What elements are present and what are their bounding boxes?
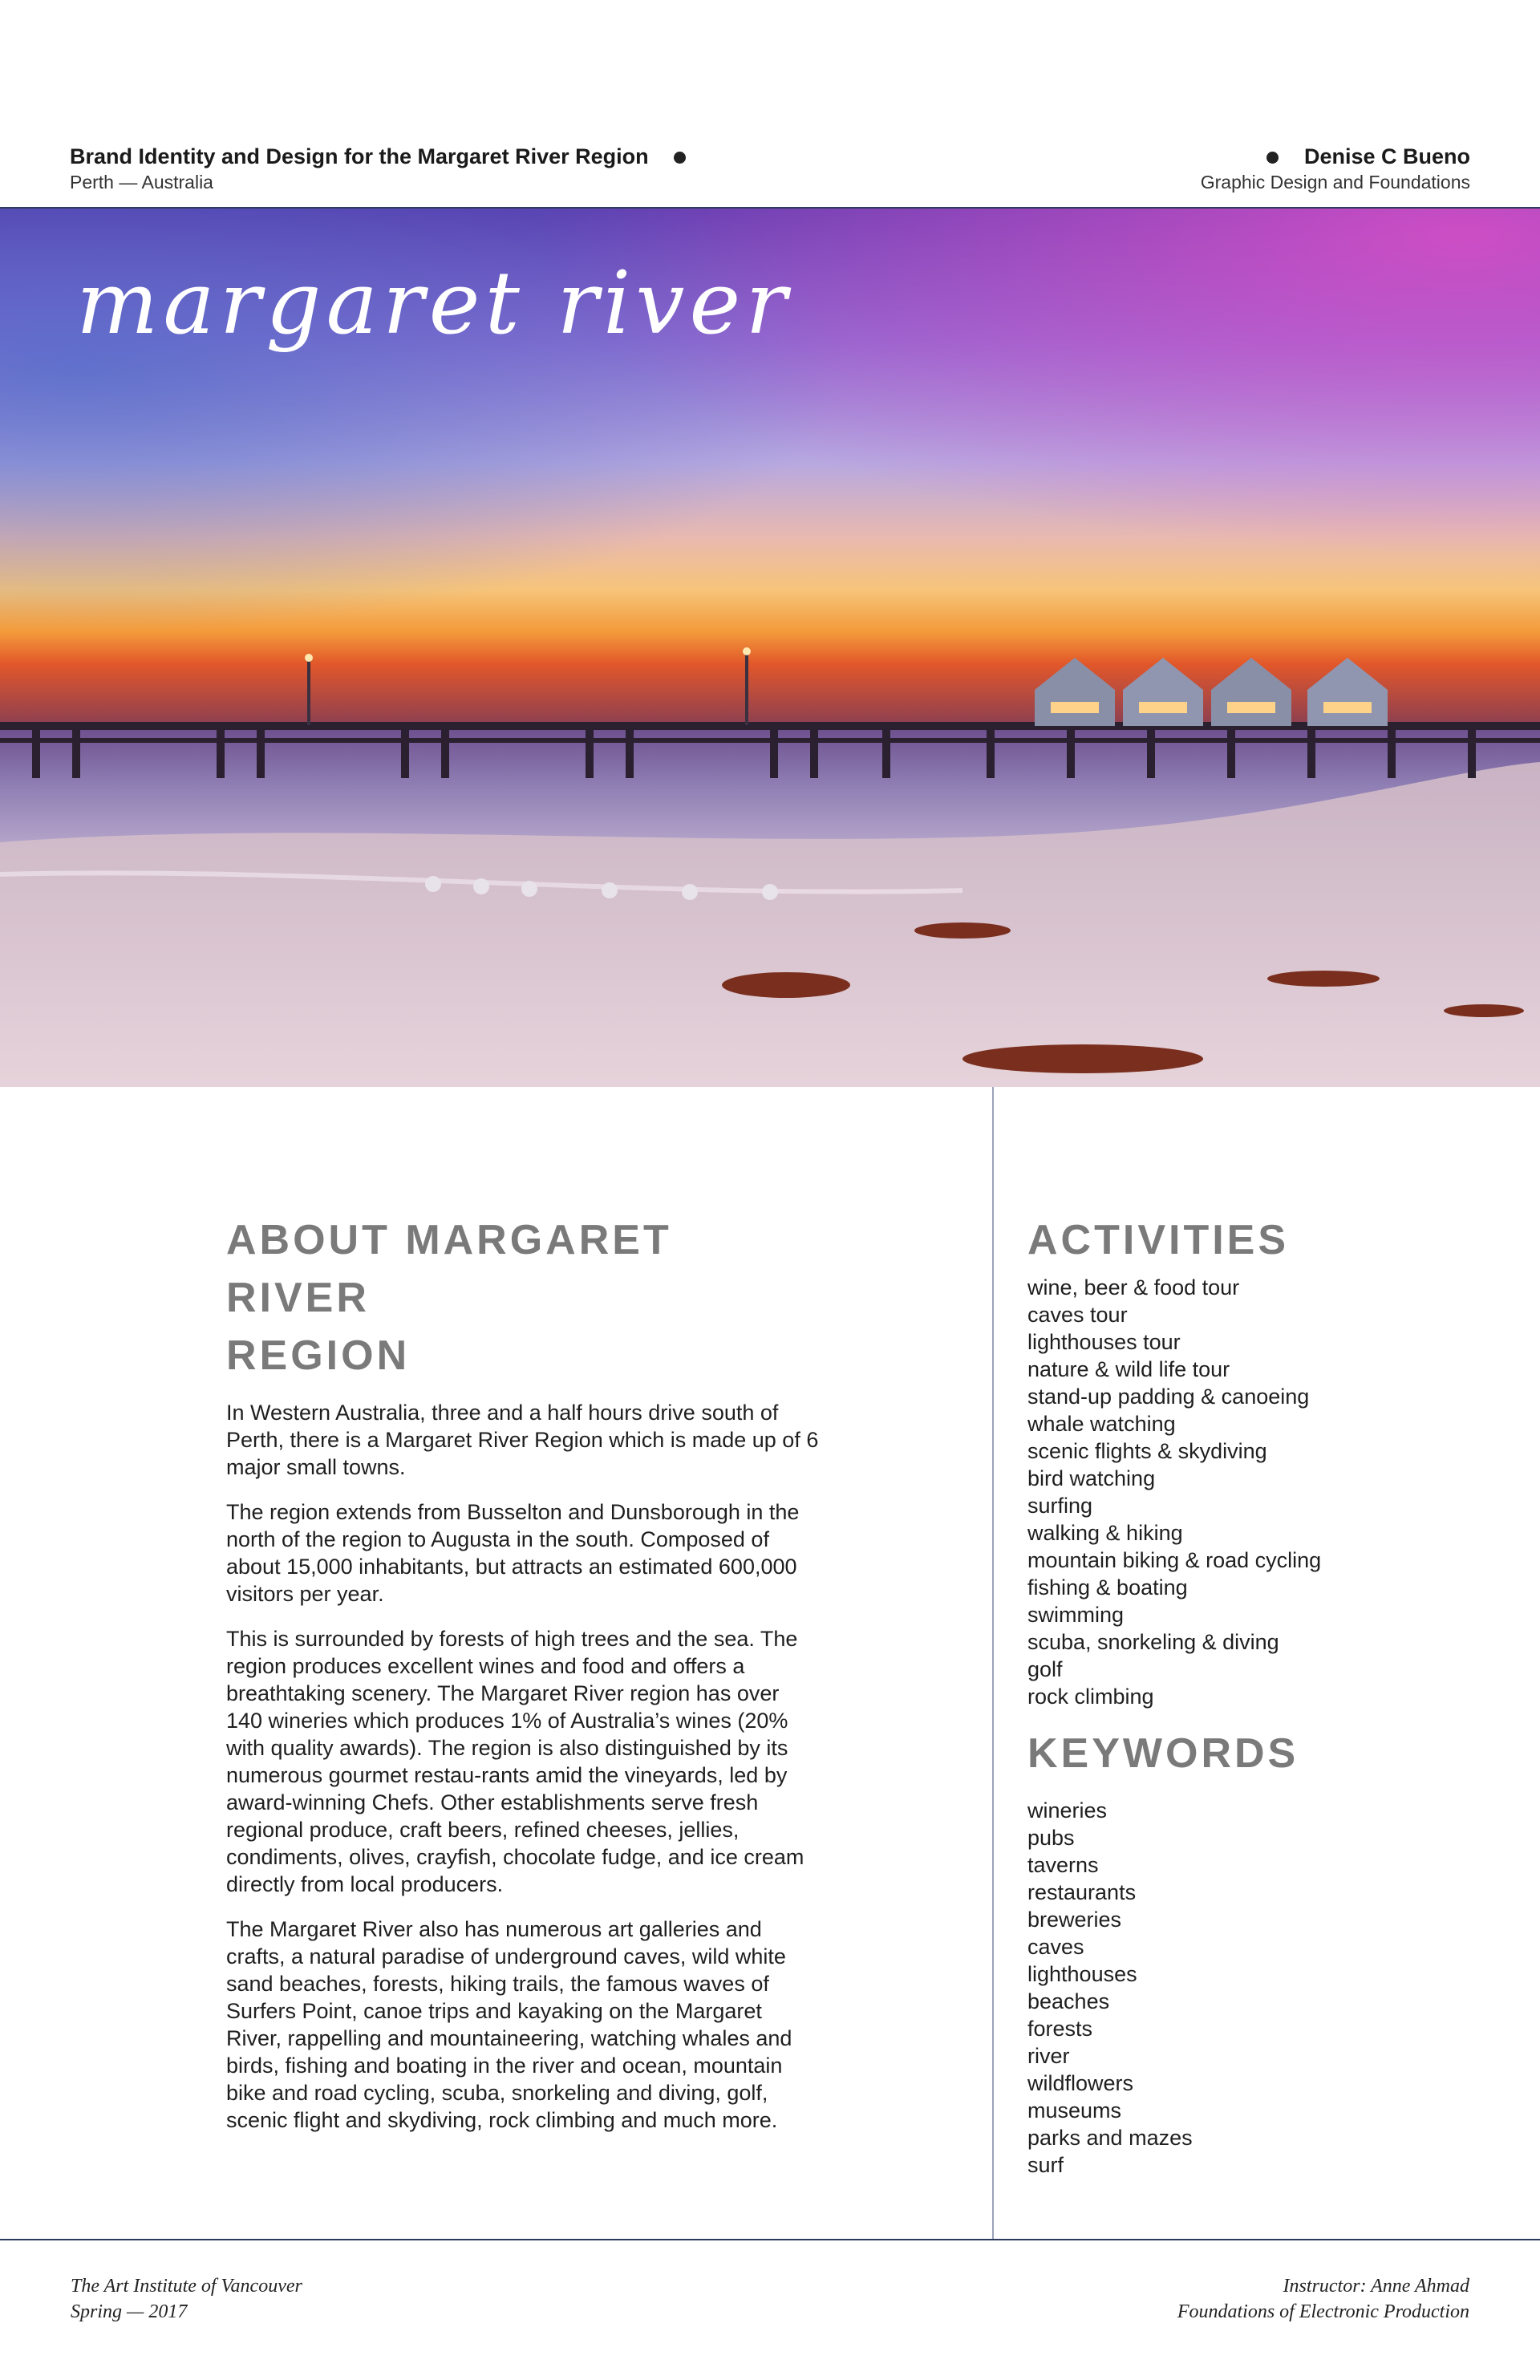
project-location: Perth — Australia	[70, 172, 213, 193]
list-item: scuba, snorkeling & diving	[1027, 1630, 1279, 1654]
activities-heading: ACTIVITIES	[1027, 1217, 1290, 1263]
list-item: surfing	[1027, 1494, 1093, 1518]
class-name: Foundations of Electronic Production	[1177, 2301, 1469, 2322]
course-name: Graphic Design and Foundations	[1200, 172, 1470, 193]
about-paragraph: The region extends from Busselton and Dunsborough in the north of the region to Augusta in the south. Composed of about 15,000 inhabitants, but attracts an estimated 600,000 visitors per year.	[226, 1500, 800, 1606]
list-item: whale watching	[1027, 1412, 1176, 1436]
list-item: walking & hiking	[1027, 1521, 1183, 1545]
list-item: forests	[1027, 2017, 1093, 2041]
list-item: caves tour	[1027, 1303, 1128, 1327]
header-left	[70, 143, 686, 194]
column-divider	[992, 1087, 994, 2239]
hero-image	[0, 209, 1540, 1087]
instructor: Instructor: Anne Ahmad	[1283, 2276, 1469, 2297]
list-item: bird watching	[1027, 1466, 1156, 1490]
list-item: lighthouses tour	[1027, 1330, 1181, 1354]
list-item: nature & wild life tour	[1027, 1357, 1230, 1381]
school-name: The Art Institute of Vancouver	[71, 2276, 302, 2297]
author-name: Denise C Bueno	[1303, 144, 1470, 168]
term: Spring — 2017	[71, 2301, 188, 2322]
list-item: beaches	[1027, 1989, 1110, 2013]
list-item: mountain biking & road cycling	[1027, 1548, 1322, 1572]
hero-script-title: margaret river	[76, 253, 792, 354]
list-item: river	[1027, 2044, 1070, 2068]
list-item: stand-up padding & canoeing	[1027, 1385, 1310, 1409]
bullet-dot-icon	[1266, 152, 1279, 164]
about-paragraph: The Margaret River also has numerous art galleries and crafts, a natural paradise of underground caves, wild white sand beaches, forests, hiking trails, the famous waves of Surfers Point, canoe trips and kayaking on the Margaret River, rappelling and mountaineering, watching whales and birds, fishing and boating in the river and ocean, mountain bike and road cycling, scuba, snorkeling and diving, golf, scenic flight and skydiving, rock climbing and much more.	[226, 1917, 792, 2132]
footer-left	[71, 2273, 302, 2325]
list-item: caves	[1027, 1935, 1084, 1959]
list-item: museums	[1027, 2098, 1122, 2123]
list-item: wineries	[1027, 1798, 1108, 1823]
right-column	[1027, 1211, 1477, 2179]
keywords-list	[1027, 1797, 1477, 2179]
bullet-dot-icon	[674, 152, 686, 164]
list-item: pubs	[1027, 1826, 1075, 1850]
list-item: breweries	[1027, 1908, 1122, 1932]
list-item: lighthouses	[1027, 1962, 1137, 1986]
list-item: fishing & boating	[1027, 1575, 1188, 1600]
about-paragraph: In Western Australia, three and a half hours drive south of Perth, there is a Margaret River Region which is made up of 6 major small towns.	[226, 1401, 819, 1479]
footer-right	[1177, 2273, 1469, 2325]
list-item: parks and mazes	[1027, 2126, 1193, 2150]
list-item: wildflowers	[1027, 2071, 1134, 2095]
list-item: scenic flights & skydiving	[1027, 1439, 1267, 1463]
activities-list	[1027, 1274, 1477, 1710]
list-item: surf	[1027, 2153, 1064, 2177]
bottom-rule	[0, 2239, 1540, 2240]
about-paragraph: This is surrounded by forests of high trees and the sea. The region produces excellent wines and food and offers a breathtaking scenery. The Margaret River region has over 140 wineries which produces 1% of Australia’s wines (20% with quality awards). The region is also distinguished by its numerous gourmet restau-rants amid the vineyards, led by award-winning Chefs. Other establishments serve fresh regional produce, craft beers, refined cheeses, jellies, condiments, olives, crayfish, chocolate fudge, and ice cream directly from local producers.	[226, 1627, 804, 1896]
list-item: taverns	[1027, 1853, 1099, 1877]
keywords-heading: KEYWORDS	[1027, 1730, 1299, 1777]
jetty-sunset-illustration	[0, 209, 1540, 1087]
list-item: restaurants	[1027, 1880, 1137, 1904]
about-section	[226, 1211, 820, 2151]
project-title: Brand Identity and Design for the Margaret River Region	[70, 144, 649, 168]
about-heading: ABOUT MARGARET RIVER REGION	[226, 1217, 672, 1379]
list-item: rock climbing	[1027, 1685, 1154, 1709]
list-item: wine, beer & food tour	[1027, 1275, 1240, 1299]
header-right	[1201, 143, 1470, 194]
list-item: golf	[1027, 1657, 1063, 1681]
list-item: swimming	[1027, 1603, 1125, 1627]
